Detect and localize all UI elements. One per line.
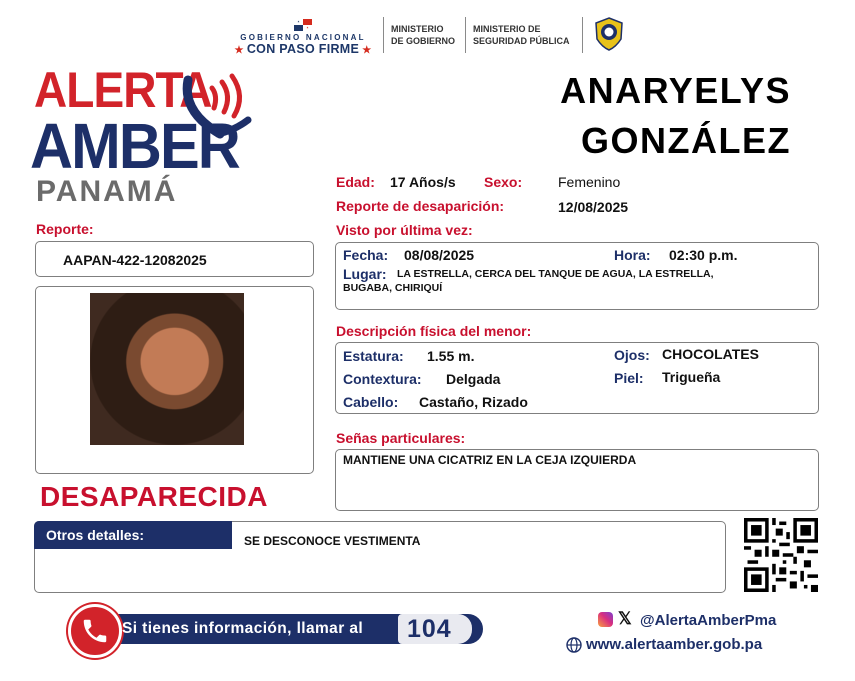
missing-person-photo xyxy=(90,293,244,445)
senas-title: Señas particulares: xyxy=(336,430,466,446)
cabello-value: Castaño, Rizado xyxy=(419,394,528,410)
header-divider xyxy=(582,17,583,53)
fecha-value: 08/08/2025 xyxy=(404,247,475,263)
edad-label: Edad: xyxy=(336,174,375,190)
logo-alerta-text: ALERTA xyxy=(34,62,212,118)
phone-icon xyxy=(80,616,110,646)
police-seal-icon xyxy=(594,17,624,51)
reporte-desaparicion-value: 12/08/2025 xyxy=(558,199,629,215)
senas-value: MANTIENE UNA CICATRIZ EN LA CEJA IZQUIERDA xyxy=(343,453,637,467)
fecha-label: Fecha: xyxy=(343,247,389,263)
estatura-label: Estatura: xyxy=(343,348,404,364)
qr-code-icon[interactable] xyxy=(744,518,818,592)
ministerio-seguridad-text: MINISTERIO DE SEGURIDAD PÚBLICA xyxy=(473,24,570,46)
website-link[interactable]: www.alertaamber.gob.pa xyxy=(586,636,763,653)
lugar-value-line1: LA ESTRELLA, CERCA DEL TANQUE DE AGUA, LA ESTRELLA, xyxy=(397,268,714,280)
call-text: Si tienes información, llamar al xyxy=(122,620,364,637)
hora-label: Hora: xyxy=(614,247,651,263)
header-divider xyxy=(465,17,466,53)
logo-panama-text: PANAMÁ xyxy=(36,175,178,208)
visto-label: Visto por última vez: xyxy=(336,222,473,238)
ministerio-gobierno-text: MINISTERIO DE GOBIERNO xyxy=(391,24,456,46)
ojos-label: Ojos: xyxy=(614,347,650,363)
piel-value: Trigueña xyxy=(662,369,721,385)
lugar-label: Lugar: xyxy=(343,266,387,282)
hora-value: 02:30 p.m. xyxy=(669,247,738,263)
alert-waves-icon xyxy=(180,72,260,142)
contextura-value: Delgada xyxy=(446,371,501,387)
person-first-name: ANARYELYS xyxy=(560,70,791,111)
descripcion-fisica-title: Descripción física del menor: xyxy=(336,323,532,339)
gov-small-text: GOBIERNO NACIONAL xyxy=(240,33,366,42)
x-icon[interactable]: 𝕏 xyxy=(618,609,632,628)
cabello-label: Cabello: xyxy=(343,394,399,410)
reporte-label: Reporte: xyxy=(36,221,94,237)
gov-big-text: ★ CON PASO FIRME ★ xyxy=(234,42,372,56)
globe-icon xyxy=(566,637,582,653)
contextura-label: Contextura: xyxy=(343,371,422,387)
phone-circle xyxy=(68,604,122,658)
otros-value: SE DESCONOCE VESTIMENTA xyxy=(244,534,421,548)
reporte-code: AAPAN-422-12082025 xyxy=(63,252,207,268)
piel-label: Piel: xyxy=(614,370,644,386)
lugar-value-line2: BUGABA, CHIRIQUÍ xyxy=(343,282,443,294)
social-handle[interactable]: @AlertaAmberPma xyxy=(640,612,777,629)
logo-amber-text: AMBER xyxy=(30,110,239,182)
otros-label: Otros detalles: xyxy=(46,527,145,543)
edad-value: 17 Años/s xyxy=(390,174,456,190)
header-divider xyxy=(383,17,384,53)
reporte-desaparicion-label: Reporte de desaparición: xyxy=(336,198,505,214)
status-desaparecida: DESAPARECIDA xyxy=(40,481,268,512)
call-number[interactable]: 104 xyxy=(407,615,452,643)
person-last-name: GONZÁLEZ xyxy=(581,120,791,161)
sexo-value: Femenino xyxy=(558,174,621,190)
sexo-label: Sexo: xyxy=(484,174,523,190)
gobierno-nacional-logo xyxy=(232,19,374,56)
panama-flag-icon xyxy=(294,19,312,31)
instagram-icon[interactable] xyxy=(598,612,613,627)
ojos-value: CHOCOLATES xyxy=(662,346,759,362)
estatura-value: 1.55 m. xyxy=(427,348,475,364)
